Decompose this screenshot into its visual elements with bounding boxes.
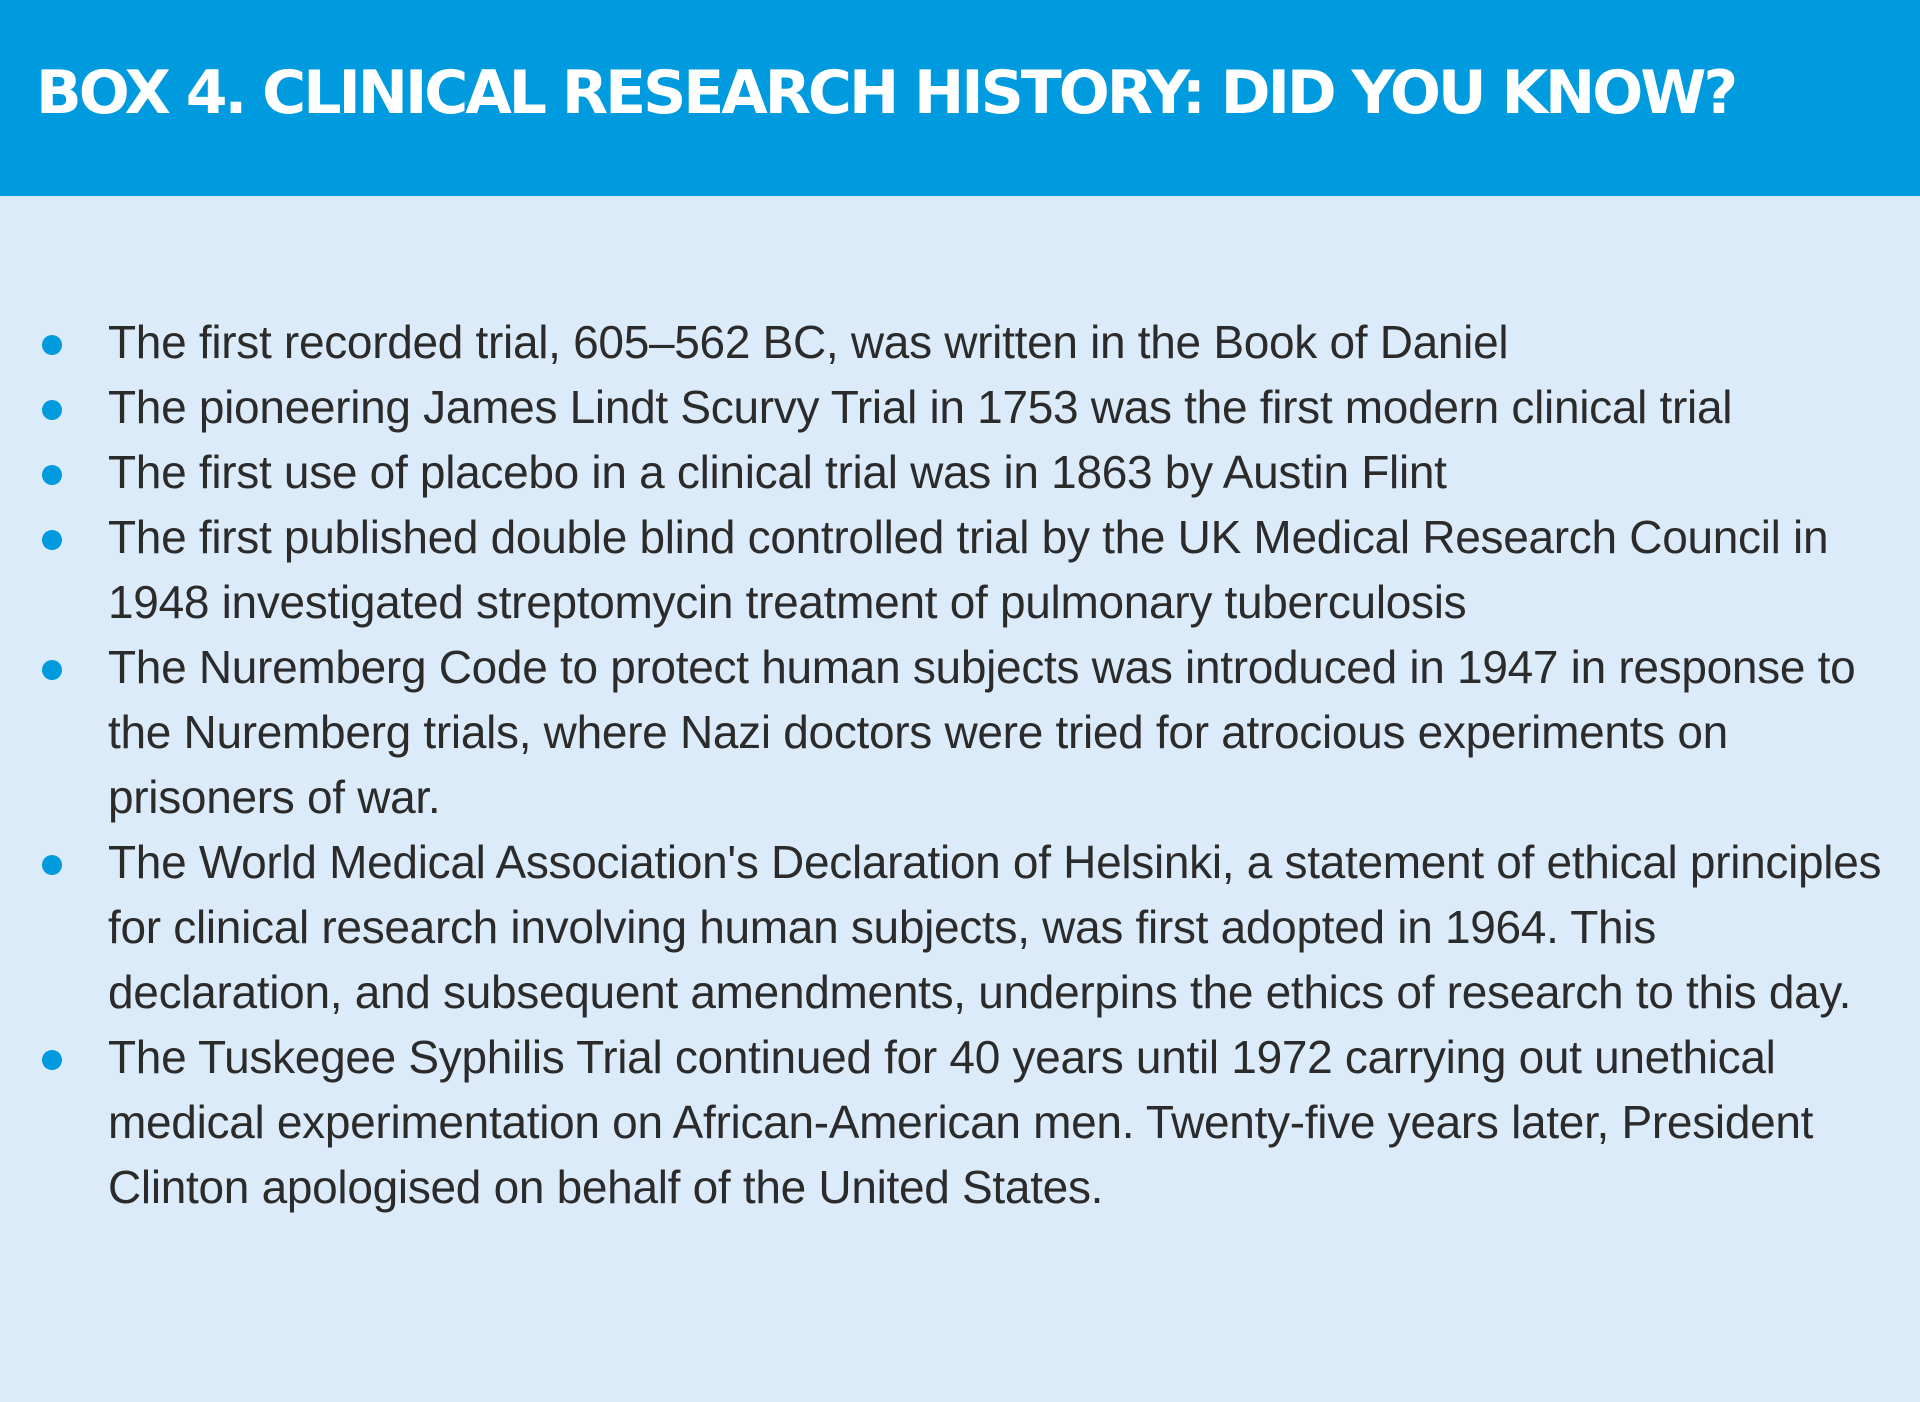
list-item-text: The Tuskegee Syphilis Trial continued for 40 years until 1972 carrying out unethical medical experimentation on African-American men. Twenty-five years later, President Clinton apologised on behalf of the United States. [108,1031,1814,1213]
bullet-icon [42,335,62,355]
list-item [0,375,1920,440]
list-item [0,440,1920,505]
bullet-icon [42,1050,62,1070]
list-item [0,635,1920,830]
list-item [0,1025,1920,1220]
box-title: BOX 4. CLINICAL RESEARCH HISTORY: DID YOU KNOW? [36,58,1736,128]
bullet-icon [42,855,62,875]
box-header [0,0,1920,196]
list-item-text: The World Medical Association's Declaration of Helsinki, a statement of ethical principles for clinical research involving human subjects, was first adopted in 1964. This declaration, and subsequent amendments, underpins the ethics of research to this day. [108,836,1882,1018]
bullet-icon [42,530,62,550]
list-item [0,505,1920,635]
bullet-icon [42,660,62,680]
bullet-icon [42,400,62,420]
list-item [0,310,1920,375]
facts-list [0,310,1920,1220]
list-item-text: The first published double blind controlled trial by the UK Medical Research Council in 1948 investigated streptomycin treatment of pulmonary tuberculosis [108,511,1829,628]
list-item-text: The first use of placebo in a clinical trial was in 1863 by Austin Flint [108,446,1447,498]
list-item [0,830,1920,1025]
list-item-text: The Nuremberg Code to protect human subjects was introduced in 1947 in response to the Nuremberg trials, where Nazi doctors were tried for atrocious experiments on prisoners of war. [108,641,1856,823]
list-item-text: The first recorded trial, 605–562 BC, was written in the Book of Daniel [108,316,1509,368]
list-item-text: The pioneering James Lindt Scurvy Trial in 1753 was the first modern clinical trial [108,381,1733,433]
bullet-icon [42,465,62,485]
